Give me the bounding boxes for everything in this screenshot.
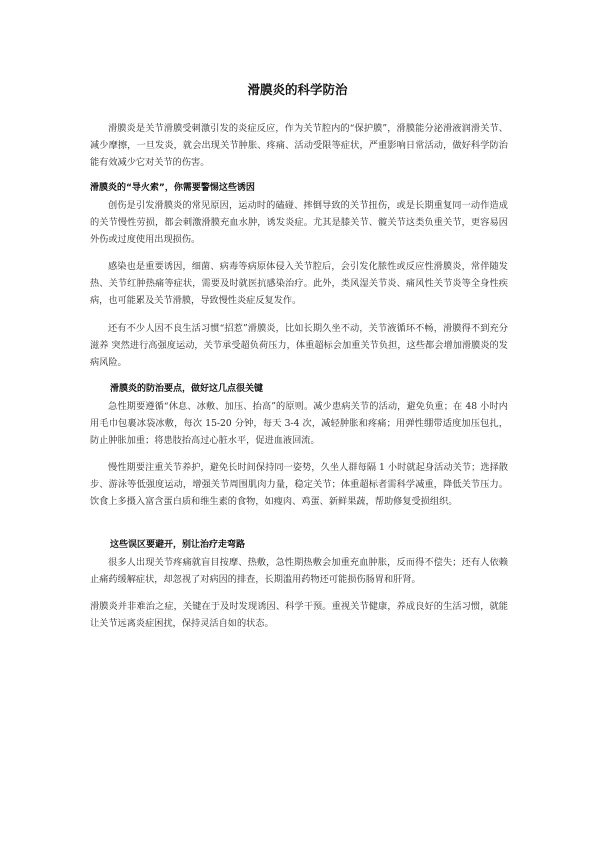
section-heading-causes: 滑膜炎的“导火索”，你需要警惕这些诱因: [90, 183, 255, 193]
section-heading-misconceptions: 这些误区要避开，别让治疗走弯路: [110, 540, 246, 550]
prevention-paragraph-chronic: 慢性期要注重关节养护，避免长时间保持同一姿势，久坐人群每隔 1 小时就起身活动关节；选择散步、游泳等低强度运动，增强关节周围肌肉力量，稳定关节；体重超标者需科学减重，降低关节压力。饮食上多摄入富含蛋白质和维生素的食物，如瘦肉、鸡蛋、新鲜果蔬，帮助修复受损组织。: [90, 462, 508, 507]
document-title: 滑膜炎的科学防治: [247, 82, 348, 97]
causes-paragraph-trauma: 创伤是引发滑膜炎的常见原因，运动时的磕碰、摔倒导致的关节扭伤，或是长期重复同一动作造成的关节慢性劳损，都会刺激滑膜充血水肿，诱发炎症。尤其是膝关节、髋关节这类负重关节，更容易因外伤或过度使用出现损伤。: [90, 200, 508, 245]
misconceptions-paragraph: 很多人出现关节疼痛就盲目按摩、热敷，急性期热敷会加重充血肿胀，反而得不偿失；还有人依赖止痛药缓解症状，却忽视了对病因的排查，长期滥用药物还可能损伤肠胃和肝肾。: [90, 557, 508, 585]
causes-paragraph-habits: 还有不少人因不良生活习惯“招惹”滑膜炎，比如长期久坐不动，关节液循环不畅，滑膜得不到充分滋养 突然进行高强度运动，关节承受超负荷压力，体重超标会加重关节负担，这些都会增加滑膜炎的发病风险。: [90, 323, 508, 368]
intro-paragraph: 滑膜炎是关节滑膜受刺激引发的炎症反应，作为关节腔内的“保护膜”，滑膜能分泌滑液润滑关节、减少摩擦，一旦发炎，就会出现关节肿胀、疼痛、活动受限等症状，严重影响日常活动，做好科学防治能有效减少它对关节的伤害。: [90, 123, 508, 168]
causes-paragraph-infection: 感染也是重要诱因，细菌、病毒等病原体侵入关节腔后，会引发化脓性或反应性滑膜炎，常伴随发热、关节红肿热痛等症状，需要及时就医抗感染治疗。此外，类风湿关节炎、痛风性关节炎等全身性疾病，也可能累及关节滑膜，导致慢性炎症反复发作。: [90, 261, 508, 306]
prevention-paragraph-acute: 急性期要遵循“休息、冰敷、加压、抬高”的原则。减少患病关节的活动，避免负重；在 48 小时内用毛巾包裹冰袋冰敷，每次 15-20 分钟，每天 3-4 次，减轻肿胀和疼痛；用弹性绷带适度加压包扎，防止肿胀加重；将患肢抬高过心脏水平，促进血液回流。: [90, 401, 508, 446]
section-heading-prevention: 滑膜炎的防治要点，做好这几点很关键: [110, 384, 264, 394]
conclusion-paragraph: 滑膜炎并非难治之症，关键在于及时发现诱因、科学干预。重视关节健康，养成良好的生活习惯，就能让关节远离炎症困扰，保持灵活自如的状态。: [90, 601, 508, 629]
